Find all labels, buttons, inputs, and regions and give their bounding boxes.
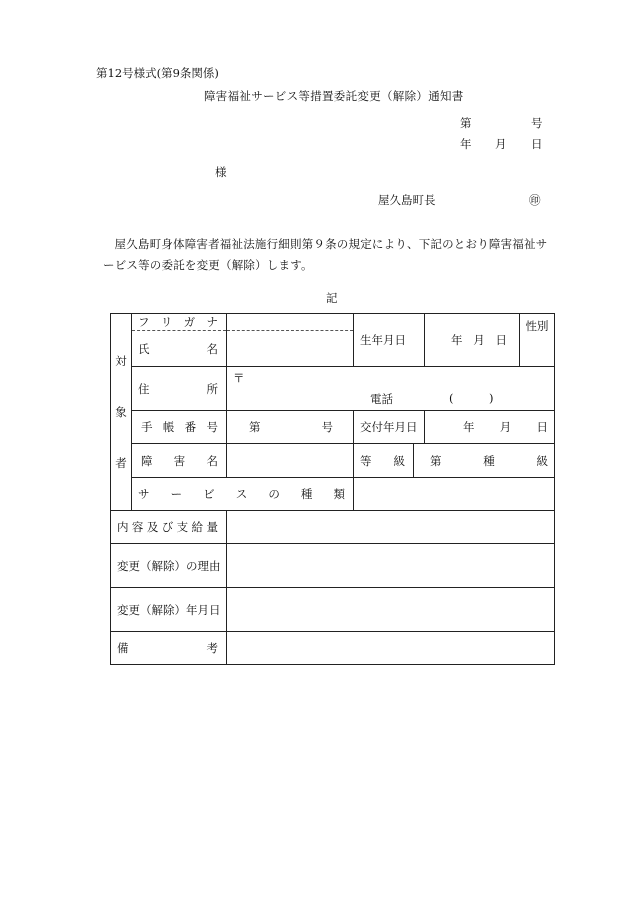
disability-char: 障 [141, 453, 153, 468]
content-amount-label [111, 511, 227, 544]
subject-char-1: 対 [115, 354, 127, 368]
content-char: 及 [146, 520, 159, 534]
disability-char: 名 [206, 453, 218, 468]
postal-mark: 〒 [233, 371, 245, 385]
grade-cell[interactable] [354, 444, 414, 478]
date-month: 月 [495, 137, 507, 151]
remarks-char: 備 [117, 641, 129, 655]
service-char: の [268, 487, 280, 501]
service-char: ビ [203, 487, 215, 501]
address-value[interactable] [227, 367, 555, 411]
document-title: 障害福祉サービス等措置委託変更（解除）通知書 [204, 89, 464, 103]
date-day: 日 [531, 137, 543, 151]
service-char: 類 [333, 487, 345, 501]
birthdate-value[interactable] [425, 314, 520, 367]
notebook-number-label [132, 411, 227, 444]
disability-char: 害 [173, 453, 186, 468]
service-type-value[interactable] [354, 478, 555, 511]
notebook-number-value[interactable] [227, 411, 354, 444]
change-reason-label: 変更（解除）の理由 [111, 544, 227, 588]
furigana-char: ガ [183, 315, 196, 329]
notebook-char: 手 [141, 420, 153, 434]
change-reason-value[interactable] [227, 544, 555, 588]
type-cell[interactable] [414, 444, 555, 478]
form-number: 第12号様式(第9条関係) [96, 66, 219, 80]
service-char: 種 [300, 487, 313, 501]
change-date-label: 変更（解除）年月日 [111, 588, 227, 632]
address-char: 所 [206, 381, 218, 396]
birthdate-label: 生年月日 [354, 314, 425, 367]
furigana-char: ナ [206, 315, 218, 329]
remarks-label [111, 632, 227, 665]
number-prefix: 第 [460, 116, 472, 130]
gender-cell[interactable] [520, 314, 555, 367]
name-label [132, 331, 227, 367]
ki-heading: 記 [326, 291, 338, 305]
type-prefix: 第 [430, 453, 442, 468]
content-char: 量 [206, 520, 218, 534]
notebook-char: 号 [206, 420, 218, 434]
gender-label: 性別 [525, 319, 549, 333]
issue-year-unit: 年 [463, 420, 475, 434]
address-char: 住 [138, 381, 150, 396]
service-char: サ [138, 487, 150, 501]
furigana-char: リ [160, 315, 173, 329]
birth-day-unit: 日 [495, 333, 507, 347]
furigana-label [132, 314, 227, 331]
service-type-label [132, 478, 354, 511]
birth-month-unit: 月 [473, 333, 485, 347]
body-paragraph: 屋久島町身体障害者福祉法施行細則第９条の規定により、下記のとおり障害福祉サービス等の委託を変更（解除）します。 [103, 237, 548, 272]
phone-open-paren: ( [449, 391, 454, 405]
disability-value[interactable] [227, 444, 354, 478]
grade-char: 級 [393, 453, 405, 468]
content-char: 容 [131, 520, 144, 534]
notebook-char: 番 [184, 420, 197, 434]
notebook-suffix: 号 [321, 420, 333, 434]
phone-label: 電話 [370, 392, 393, 406]
service-char: ス [235, 487, 248, 501]
notification-table [110, 313, 555, 665]
remarks-value[interactable] [227, 632, 555, 665]
subject-char-3: 者 [115, 456, 127, 470]
issue-month-unit: 月 [499, 420, 512, 434]
issue-date-label: 交付年月日 [354, 411, 425, 444]
address-label [132, 367, 227, 411]
issuer-name: 屋久島町長 [378, 193, 436, 207]
grade-char: 等 [360, 453, 372, 468]
change-date-value[interactable] [227, 588, 555, 632]
birth-year-unit: 年 [451, 333, 463, 347]
name-char: 氏 [138, 341, 150, 356]
name-value[interactable] [227, 331, 354, 367]
content-amount-value[interactable] [227, 511, 555, 544]
issue-date-value[interactable] [425, 411, 555, 444]
notebook-char: 帳 [162, 420, 175, 434]
seal-icon: ㊞ [529, 193, 541, 207]
addressee-suffix: 様 [215, 165, 227, 179]
phone-close-paren: ) [489, 391, 494, 405]
content-char: 支 [176, 520, 189, 534]
name-char: 名 [206, 341, 218, 356]
furigana-char: フ [138, 315, 150, 329]
issue-day-unit: 日 [536, 420, 548, 434]
content-char: び [161, 520, 174, 534]
furigana-value[interactable] [227, 314, 354, 331]
service-char: ー [170, 487, 183, 501]
disability-label [132, 444, 227, 478]
content-char: 内 [117, 520, 129, 534]
content-char: 給 [191, 520, 204, 534]
remarks-char: 考 [206, 641, 218, 655]
subject-char-2: 象 [115, 405, 127, 419]
type-char: 種 [483, 453, 495, 468]
notebook-prefix: 第 [249, 420, 261, 434]
subject-label [111, 314, 132, 511]
number-suffix: 号 [531, 116, 543, 130]
type-grade: 級 [536, 453, 548, 468]
date-year: 年 [460, 137, 472, 151]
